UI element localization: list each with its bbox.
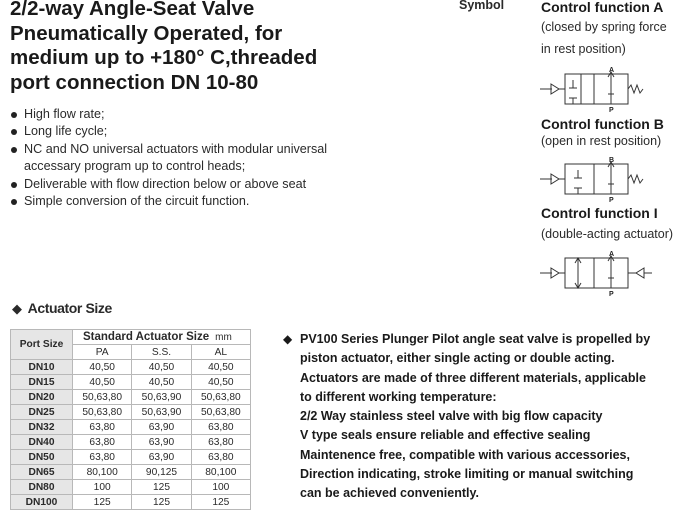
description-line: can be achieved conveniently.	[300, 486, 480, 501]
feature-item: High flow rate;	[10, 106, 340, 123]
title-line: Pneumatically Operated, for	[10, 21, 283, 45]
table-row	[11, 465, 251, 480]
valve-symbol-i	[540, 250, 668, 296]
table-cell: 125	[191, 495, 250, 510]
actuator-size-table	[10, 329, 251, 510]
control-function-b-desc: (open in rest position)	[541, 134, 662, 148]
description-line: Actuators are made of three different materials, applicable	[300, 370, 646, 385]
description-line: to different working temperature:	[300, 389, 497, 404]
table-cell: 63,80	[73, 435, 132, 450]
table-cell: 100	[73, 480, 132, 495]
feature-list	[10, 106, 340, 210]
feature-item: Deliverable with flow direction below or above seat	[10, 176, 340, 193]
page-title	[10, 0, 370, 95]
table-cell: 125	[73, 495, 132, 510]
description-line: piston actuator, either single acting or double acting.	[300, 351, 615, 366]
table-cell: 50,63,80	[73, 390, 132, 405]
port-label: B	[609, 157, 615, 164]
valve-symbol-a	[540, 66, 668, 112]
table-cell: 40,50	[132, 360, 191, 375]
description-line: PV100 Series Plunger Pilot angle seat valve is propelled by	[300, 332, 651, 346]
table-row	[11, 405, 251, 420]
port-label: A	[609, 67, 615, 74]
control-function-a-title: Control function A	[541, 0, 664, 15]
table-cell: 40,50	[73, 360, 132, 375]
table-cell: 63,90	[132, 420, 191, 435]
port-size-cell: DN40	[11, 435, 73, 450]
valve-symbol-b	[540, 156, 668, 202]
table-cell: 50,63,80	[191, 405, 250, 420]
table-row	[11, 480, 251, 495]
standard-size-header: Standard Actuator Size mm	[73, 330, 251, 345]
table-cell: 125	[132, 480, 191, 495]
table-cell: 63,80	[73, 420, 132, 435]
port-label: P	[609, 197, 614, 202]
title-line: 2/2-way Angle-Seat Valve	[10, 0, 255, 20]
column-header: PA	[73, 345, 132, 360]
feature-item: Long life cycle;	[10, 123, 340, 140]
diamond-bullet-icon: ◆	[12, 301, 22, 316]
port-label: A	[609, 251, 615, 258]
control-function-i-title: Control function I	[541, 205, 658, 221]
table-cell: 50,63,80	[191, 390, 250, 405]
symbol-label: Symbol	[459, 0, 505, 12]
table-row	[11, 375, 251, 390]
table-cell: 40,50	[191, 360, 250, 375]
table-cell: 125	[132, 495, 191, 510]
feature-item: NC and NO universal actuators with modular universal accessary program up to control heads;	[10, 141, 340, 176]
column-header: S.S.	[132, 345, 191, 360]
table-row	[11, 495, 251, 510]
port-size-header: Port Size	[11, 330, 73, 360]
port-size-cell: DN50	[11, 450, 73, 465]
table-cell: 40,50	[73, 375, 132, 390]
control-function-b-title: Control function B	[541, 116, 664, 132]
table-cell: 63,90	[132, 435, 191, 450]
port-size-cell: DN32	[11, 420, 73, 435]
control-function-i-desc: (double-acting actuator)	[541, 227, 674, 241]
product-description	[283, 330, 680, 504]
description-line: Maintenence free, compatible with various accessories,	[300, 447, 630, 462]
control-function-a-desc: in rest position)	[541, 42, 626, 56]
table-cell: 40,50	[132, 375, 191, 390]
port-size-cell: DN15	[11, 375, 73, 390]
table-cell: 100	[191, 480, 250, 495]
title-line: port connection DN 10-80	[10, 70, 259, 94]
table-cell: 63,80	[191, 420, 250, 435]
port-size-cell: DN20	[11, 390, 73, 405]
table-cell: 63,80	[191, 450, 250, 465]
table-cell: 40,50	[191, 375, 250, 390]
description-line: V type seals ensure reliable and effective sealing	[300, 428, 591, 443]
table-row	[11, 435, 251, 450]
table-cell: 80,100	[73, 465, 132, 480]
description-line: Direction indicating, stroke limiting or manual switching	[300, 467, 634, 482]
table-cell: 50,63,90	[132, 390, 191, 405]
table-cell: 63,80	[191, 435, 250, 450]
actuator-size-heading: ◆ Actuator Size	[12, 300, 112, 316]
diamond-bullet-icon: ◆	[283, 332, 293, 346]
table-row	[11, 420, 251, 435]
table-row	[11, 450, 251, 465]
port-size-cell: DN25	[11, 405, 73, 420]
title-line: medium up to +180° C,threaded	[10, 46, 318, 69]
table-cell: 90,125	[132, 465, 191, 480]
port-size-cell: DN80	[11, 480, 73, 495]
port-label: P	[609, 107, 614, 112]
table-cell: 63,80	[73, 450, 132, 465]
feature-item: Simple conversion of the circuit function.	[10, 193, 340, 210]
table-cell: 80,100	[191, 465, 250, 480]
table-cell: 63,90	[132, 450, 191, 465]
table-cell: 50,63,90	[132, 405, 191, 420]
table-row	[11, 360, 251, 375]
port-size-cell: DN10	[11, 360, 73, 375]
port-label: P	[609, 291, 614, 296]
table-row	[11, 390, 251, 405]
table-cell: 50,63,80	[73, 405, 132, 420]
description-line: 2/2 Way stainless steel valve with big flow capacity	[300, 409, 603, 424]
port-size-cell: DN100	[11, 495, 73, 510]
control-function-a-desc: (closed by spring force	[541, 20, 667, 34]
column-header: AL	[191, 345, 250, 360]
port-size-cell: DN65	[11, 465, 73, 480]
